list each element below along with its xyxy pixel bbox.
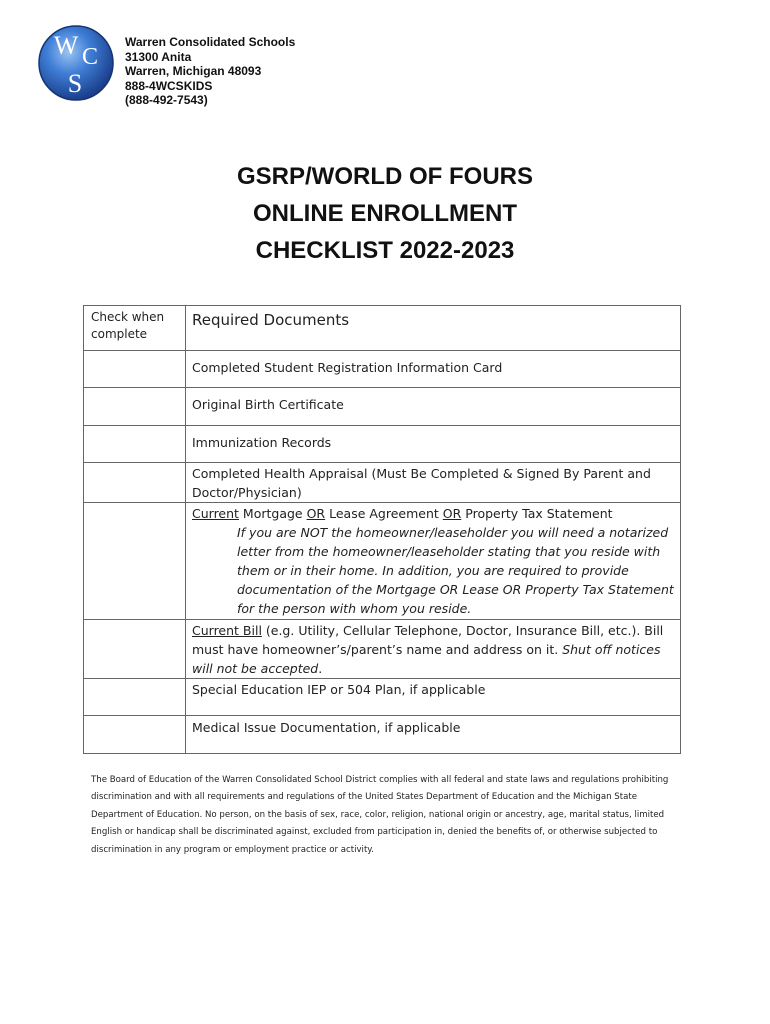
doc-medical-issue: Medical Issue Documentation, if applicable (186, 716, 681, 754)
logo-letter-w: W (53, 31, 79, 60)
checkbox-cell[interactable] (84, 388, 186, 426)
table-row (84, 716, 681, 754)
checkbox-cell[interactable] (84, 463, 186, 503)
or-underlined: OR (442, 506, 462, 521)
doc-special-education: Special Education IEP or 504 Plan, if applicable (186, 679, 681, 716)
street-address: 31300 Anita (125, 49, 192, 64)
title-line-3: CHECKLIST 2022-2023 (255, 237, 515, 264)
or-underlined: OR (306, 506, 326, 521)
table-row (84, 679, 681, 716)
doc-current-bill (186, 620, 681, 679)
document-title (0, 158, 770, 269)
current-bill-underlined: Current Bill (192, 623, 262, 638)
logo-letter-c: C (81, 44, 99, 70)
current-bill-end: . (318, 661, 323, 676)
table-row (84, 351, 681, 388)
nondiscrimination-statement: The Board of Education of the Warren Consolidated School District complies with all federal and state laws and regulations prohibiting discrimination and with all requirements and regulations of the United States Department of Education and the Michigan State Department of Education. No person, on the basis of sex, race, color, religion, national origin or ancestry, age, marital status, limited English or handicap shall be discriminated against, excluded from participation in, denied the benefits of, or otherwise subjected to discrimination in any program or employment practice or activity. (91, 775, 669, 855)
title-line-1: GSRP/WORLD OF FOURS (237, 163, 533, 190)
city-state-zip: Warren, Michigan 48093 (125, 64, 262, 79)
header-check-when-complete: Check when complete (84, 306, 186, 351)
table-row (84, 426, 681, 463)
table-row (84, 503, 681, 620)
checkbox-cell[interactable] (84, 503, 186, 620)
doc-proof-of-residency (186, 503, 681, 620)
phone-number: (888-492-7543) (125, 93, 208, 108)
lease-text: Lease Agreement (325, 506, 443, 521)
table-header-row (84, 306, 681, 351)
mortgage-text: Mortgage (238, 506, 307, 521)
checkbox-cell[interactable] (84, 679, 186, 716)
checkbox-cell[interactable] (84, 716, 186, 754)
table-row (84, 463, 681, 503)
property-tax-text: Property Tax Statement (461, 506, 613, 521)
table-row (84, 388, 681, 426)
header-required-documents: Required Documents (186, 306, 681, 351)
current-bill-text: (e.g. Utility, Cellular Telephone, Doctor, Insurance Bill, etc.). Bill must have homeowner’s/parent’s name and address on it. (192, 623, 664, 657)
doc-immunization-records: Immunization Records (186, 426, 681, 463)
checkbox-cell[interactable] (84, 426, 186, 463)
residency-note: If you are NOT the homeowner/leaseholder you will need a notarized letter from the homeowner/leaseholder stating that you reside with them or in their home. In addition, you are required to provide documentation of the Mortgage OR Lease OR Property Tax Statement for the person with whom you reside. (237, 525, 674, 616)
school-name: Warren Consolidated Schools (125, 35, 296, 49)
doc-registration-card: Completed Student Registration Information Card (186, 351, 681, 388)
phone-vanity: 888-4WCSKIDS (125, 78, 213, 93)
doc-birth-certificate: Original Birth Certificate (186, 388, 681, 426)
checkbox-cell[interactable] (84, 351, 186, 388)
title-line-2: ONLINE ENROLLMENT (253, 200, 517, 227)
checkbox-cell[interactable] (84, 620, 186, 679)
table-row (84, 620, 681, 679)
shut-off-notice-warning: Shut off notices will not be accepted (192, 642, 661, 676)
current-underlined: Current (192, 506, 239, 521)
doc-health-appraisal: Completed Health Appraisal (Must Be Completed & Signed By Parent and Doctor/Physician) (186, 463, 681, 503)
school-address (125, 35, 295, 108)
logo-letter-s: S (67, 69, 83, 98)
wcs-logo (37, 24, 115, 102)
checklist-table (83, 305, 681, 754)
